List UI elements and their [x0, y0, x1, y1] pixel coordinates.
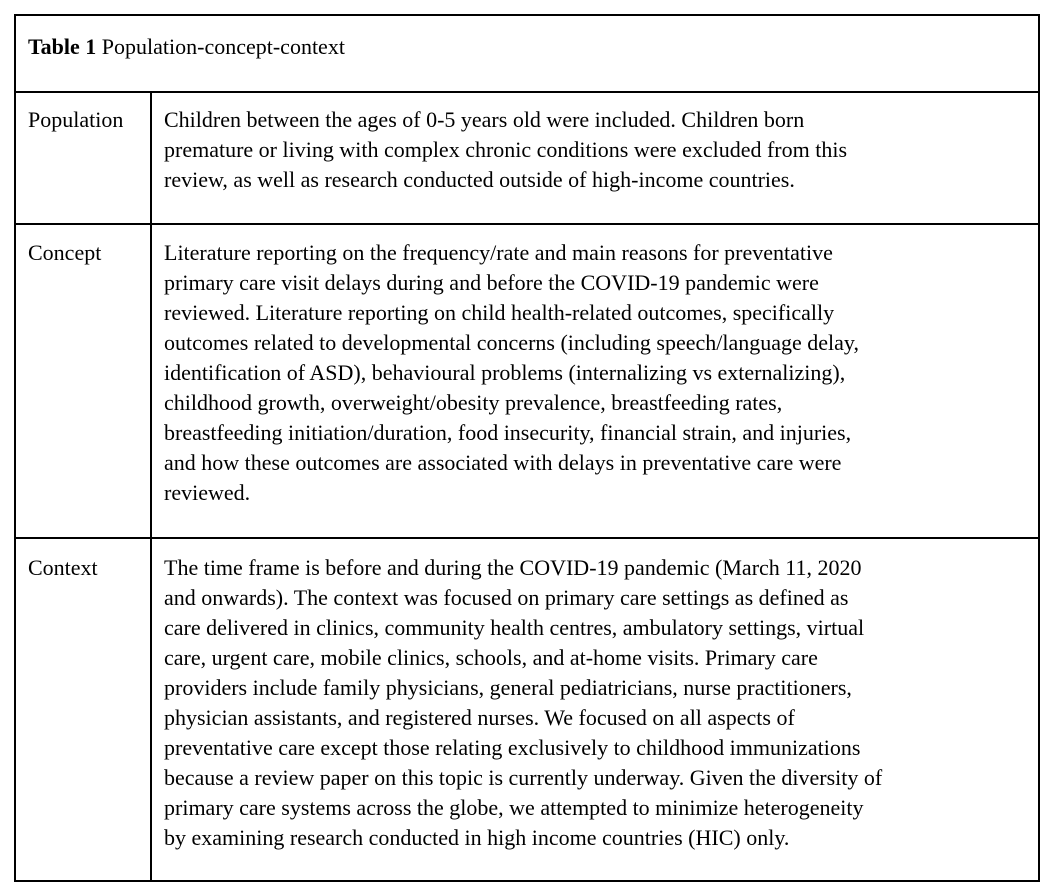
content-line: childhood growth, overweight/obesity prevalence, breastfeeding rates,	[164, 390, 783, 415]
table-caption-label: Table 1	[28, 34, 97, 59]
row-content-cell-concept	[152, 225, 1038, 539]
table-caption	[28, 32, 345, 62]
row-label-cell-population	[16, 93, 152, 225]
row-label-context: Context	[28, 555, 98, 580]
content-line: primary care visit delays during and before the COVID-19 pandemic were	[164, 270, 819, 295]
content-line: Children between the ages of 0-5 years old were included. Children born	[164, 107, 805, 132]
content-line: preventative care except those relating exclusively to childhood immunizations	[164, 735, 861, 760]
pcc-table	[14, 14, 1040, 882]
content-line: review, as well as research conducted outside of high-income countries.	[164, 167, 795, 192]
content-line: premature or living with complex chronic conditions were excluded from this	[164, 137, 848, 162]
table-caption-row	[16, 16, 1038, 93]
content-line: because a review paper on this topic is currently underway. Given the diversity of	[164, 765, 883, 790]
content-line: Literature reporting on the frequency/rate and main reasons for preventative	[164, 240, 833, 265]
content-line: breastfeeding initiation/duration, food insecurity, financial strain, and injuries,	[164, 420, 852, 445]
content-line: physician assistants, and registered nurses. We focused on all aspects of	[164, 705, 795, 730]
content-line: and how these outcomes are associated with delays in preventative care were	[164, 450, 842, 475]
content-line: identification of ASD), behavioural problems (internalizing vs externalizing),	[164, 360, 846, 385]
row-label-concept: Concept	[28, 240, 102, 265]
table-caption-title: Population-concept-context	[101, 34, 345, 59]
content-line: care delivered in clinics, community health centres, ambulatory settings, virtual	[164, 615, 865, 640]
content-line: reviewed. Literature reporting on child health-related outcomes, specifically	[164, 300, 835, 325]
content-line: outcomes related to developmental concerns (including speech/language delay,	[164, 330, 859, 355]
row-content-cell-population	[152, 93, 1038, 225]
row-label-population: Population	[28, 107, 124, 132]
row-label-cell-concept	[16, 225, 152, 539]
content-line: primary care systems across the globe, we attempted to minimize heterogeneity	[164, 795, 864, 820]
row-content-cell-context	[152, 539, 1038, 880]
content-line: care, urgent care, mobile clinics, schools, and at-home visits. Primary care	[164, 645, 818, 670]
content-line: and onwards). The context was focused on primary care settings as defined as	[164, 585, 849, 610]
content-line: reviewed.	[164, 480, 251, 505]
content-line: by examining research conducted in high income countries (HIC) only.	[164, 825, 790, 850]
content-line: providers include family physicians, general pediatricians, nurse practitioners,	[164, 675, 852, 700]
row-label-cell-context	[16, 539, 152, 880]
content-line: The time frame is before and during the COVID-19 pandemic (March 11, 2020	[164, 555, 862, 580]
